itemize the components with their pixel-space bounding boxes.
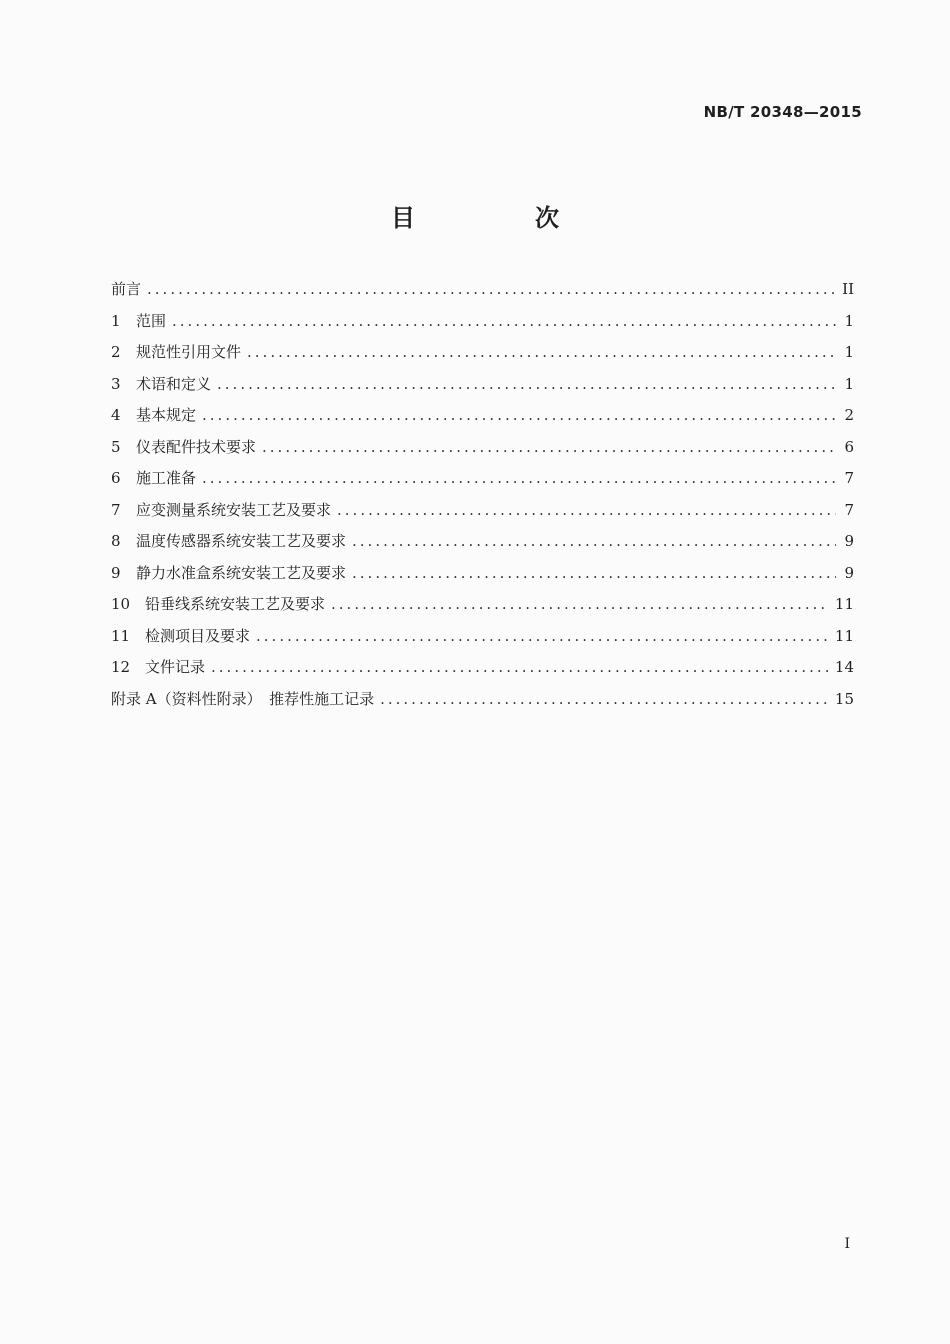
toc-entry-label: 检测项目及要求	[145, 626, 251, 645]
toc-entry-label: 静力水准盒系统安装工艺及要求	[136, 563, 347, 582]
toc-leader-dots	[202, 467, 836, 489]
toc-entry-page: 2	[844, 406, 854, 424]
toc-entry-12[interactable]	[111, 656, 854, 688]
toc-entry-6[interactable]	[111, 467, 854, 499]
toc-leader-dots	[202, 404, 836, 426]
toc-entry-page: 1	[844, 343, 854, 361]
toc-entry-foreword[interactable]	[111, 278, 854, 310]
toc-entry-page: 9	[844, 563, 854, 582]
toc-leader-dots	[247, 341, 836, 363]
table-of-contents	[111, 278, 854, 719]
toc-entry-page: 1	[844, 311, 854, 330]
toc-entry-10[interactable]	[111, 593, 854, 625]
toc-entry-4[interactable]	[111, 404, 854, 436]
toc-entry-page: 7	[844, 500, 854, 519]
toc-entry-page: 6	[844, 437, 854, 456]
toc-entry-9[interactable]	[111, 562, 854, 594]
toc-entry-number: 4	[111, 406, 121, 424]
toc-entry-number: 2	[111, 343, 121, 361]
toc-entry-page: 14	[834, 658, 854, 676]
toc-leader-dots	[211, 656, 829, 678]
toc-entry-number: 11	[111, 626, 131, 645]
toc-entry-page: 7	[844, 469, 854, 487]
toc-leader-dots	[256, 625, 829, 647]
toc-entry-number: 8	[111, 532, 121, 550]
toc-entry-2[interactable]	[111, 341, 854, 373]
toc-entry-page: 15	[834, 689, 854, 708]
toc-leader-dots	[217, 373, 836, 395]
toc-leader-dots	[331, 593, 829, 615]
toc-entry-label: 基本规定	[136, 406, 197, 424]
toc-entry-number: 3	[111, 374, 121, 393]
toc-entry-number: 12	[111, 658, 131, 676]
toc-entry-page: 9	[844, 532, 854, 550]
toc-entry-label: 前言	[111, 280, 142, 298]
toc-entry-1[interactable]	[111, 310, 854, 342]
toc-entry-number: 1	[111, 311, 121, 330]
toc-entry-page: 11	[834, 595, 854, 613]
toc-entry-label: 附录 A（资料性附录） 推荐性施工记录	[111, 689, 375, 708]
standard-code: NB/T 20348—2015	[703, 103, 862, 121]
toc-entry-label: 仪表配件技术要求	[136, 437, 257, 456]
toc-entry-page: 1	[844, 374, 854, 393]
toc-entry-5[interactable]	[111, 436, 854, 468]
toc-entry-label: 规范性引用文件	[136, 343, 242, 361]
page-number: I	[844, 1236, 850, 1252]
toc-entry-7[interactable]	[111, 499, 854, 531]
toc-entry-number: 5	[111, 437, 121, 456]
toc-leader-dots	[352, 562, 836, 584]
toc-entry-11[interactable]	[111, 625, 854, 657]
toc-leader-dots	[352, 530, 836, 552]
toc-entry-label: 铅垂线系统安装工艺及要求	[145, 595, 326, 613]
toc-entry-page: 11	[834, 626, 854, 645]
toc-entry-label: 施工准备	[136, 469, 197, 487]
toc-entry-number: 7	[111, 500, 121, 519]
toc-entry-number: 9	[111, 563, 121, 582]
toc-leader-dots	[147, 278, 836, 300]
toc-entry-label: 温度传感器系统安装工艺及要求	[136, 532, 347, 550]
toc-leader-dots	[172, 310, 836, 332]
toc-entry-8[interactable]	[111, 530, 854, 562]
toc-entry-number: 6	[111, 469, 121, 487]
page-title: 目 次	[391, 204, 607, 232]
toc-leader-dots	[262, 436, 836, 458]
toc-entry-label: 范围	[136, 311, 167, 330]
toc-entry-label: 文件记录	[145, 658, 206, 676]
toc-entry-3[interactable]	[111, 373, 854, 405]
toc-entry-number: 10	[111, 595, 131, 613]
toc-entry-label: 术语和定义	[136, 374, 212, 393]
toc-entry-appendix-a[interactable]	[111, 688, 854, 720]
toc-leader-dots	[337, 499, 836, 521]
toc-entry-page: II	[842, 280, 854, 298]
toc-entry-label: 应变测量系统安装工艺及要求	[136, 500, 332, 519]
toc-leader-dots	[380, 688, 829, 710]
